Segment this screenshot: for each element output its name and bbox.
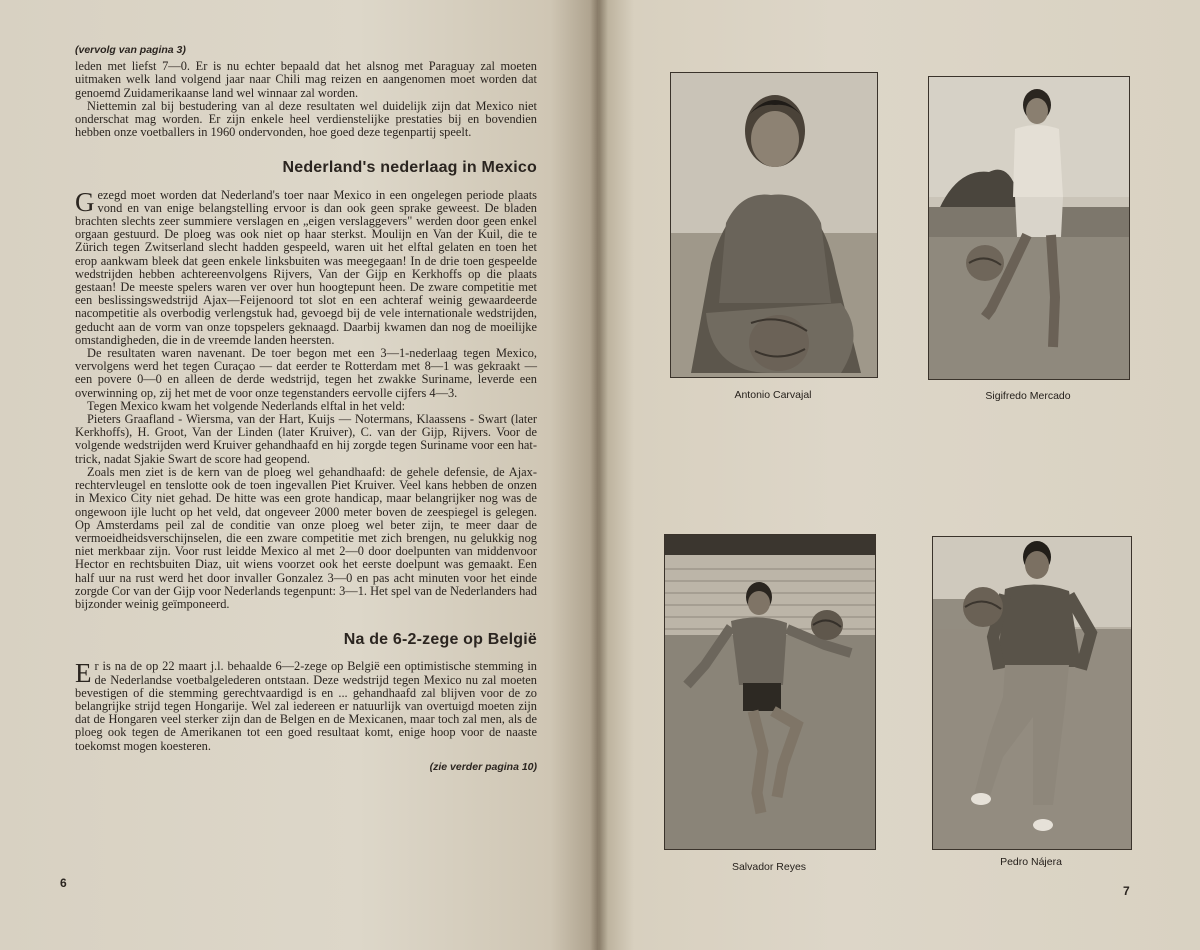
player-tracksuit-image <box>933 537 1131 849</box>
article-column <box>75 44 537 774</box>
caption-salvador-reyes: Salvador Reyes <box>731 861 807 873</box>
page-number-right: 7 <box>1123 884 1130 898</box>
intro-paragraph-1: leden met liefst 7—0. Er is nu echter bepaald dat het alsnog met Paraguay zal moeten uitmaken welk land volgend jaar naar Chili mag reizen en aangenomen moet worden dat genoemd Zuidamerikaanse land wel winnaar zal worden. <box>75 59 537 100</box>
dropcap-g: G <box>75 186 95 217</box>
section-heading-belgie: Na de 6-2-zege op België <box>343 631 537 649</box>
section1-lineup: Pieters Graafland - Wiersma, van der Hart, Kuijs — Notermans, Klaassens - Swart (later Kerkhoffs), H. Groot, Van der Linden (later Kruiver), C. van der Gijp, Rijvers. Voor de volgende wedstrijden werd Kruiver gehandhaafd en hij zorgde tegen Suriname voor een hat-trick, nadat Sjakie Swart de score had geopend. <box>75 412 537 466</box>
section2-paragraph-1-text: r is na de op 22 maart j.l. behaalde 6—2-zege op België een optimistische stemming in de Nederlandse voetbalgelederen ontstaan. Deze wedstrijd tegen Mexico nu zal moeten bevestigen of die stemming gerechtvaardigd is en ... gehandhaafd zal blijven voor de zo belangrijke strijd tegen Hongarije. Wel zal iedereen er natuurlijk van overtuigd moeten zijn dat de Hongaren veel sterker zijn dan de Belgen en de Mexicanen, maar toch zal men, als de ploeg ook tegen de Amerikanen tot een goed resultaat komt, enige hoop voor de naaste toekomst mogen koesteren. <box>75 659 537 753</box>
photo-pedro-najera <box>932 536 1132 850</box>
continued-from-note: (vervolg van pagina 3) <box>75 44 186 56</box>
goalkeeper-image <box>671 73 877 377</box>
section-heading-mexico: Nederland's nederlaag in Mexico <box>282 159 537 177</box>
page-number-left: 6 <box>60 876 67 890</box>
intro-paragraph-2: Niettemin zal bij bestudering van al deze resultaten wel duidelijk zijn dat Mexico niet onderschat mag worden. Er zijn enkele heel verdienstelijke prestaties bij en bovendien hebben onze voetballers in 1960 ondervonden, hoe goed deze tegenpartij speelt. <box>75 98 537 140</box>
photo-salvador-reyes <box>664 534 876 850</box>
caption-pedro-najera: Pedro Nájera <box>1000 856 1062 868</box>
dropcap-e: E <box>75 658 92 689</box>
right-page <box>598 0 1200 950</box>
section1-paragraph-1-text: ezegd moet worden dat Nederland's toer naar Mexico in een ongelegen periode plaats vond en van enige belangstelling ervoor is dan ook geen sprake geweest. De bladen brachten slechts zeer summiere verslagen en „eigen verslaggevers" werden door geen enkel orgaan gestuurd. De ploeg was ook niet op haar sterkst. Moulijn en Van der Kuil, die te Zürich tegen Zwitserland slecht hadden gespeeld, waren uit het elftal gelaten en toen het erop aankwam bleek dat geen enkele linksbuiten was meegegaan! In de drie toen gespeelde wedstrijden hebben achtereenvolgens Rijvers, Van der Gijp en Kerkhoffs op die plaats gestaan! De meeste spelers waren ver over hun hoogtepunt heen. De zware competitie met een beslissingswedstrijd Ajax—Feijenoord tot slot en een achteraf weinig gewaardeerde nacompetitie als overbodig verlengstuk had, gevoegd bij de vele internationale wedstrijden, geducht aan de vorm van onze topspelers geknaagd. Daarbij kwamen dan nog de moeilijke omstandigheden, die in de vreemde landen heersten. <box>75 187 537 347</box>
player-kick-image <box>665 535 875 849</box>
section1-paragraph-1 <box>75 186 537 347</box>
photo-sigifredo-mercado <box>928 76 1130 380</box>
caption-antonio-carvajal: Antonio Carvajal <box>734 389 812 401</box>
photo-antonio-carvajal <box>670 72 878 378</box>
section1-paragraph-2: De resultaten waren navenant. De toer begon met een 3—1-nederlaag tegen Mexico, vervolgens werd het tegen Curaçao — dat eerder te Rotterdam met 8—1 was gekraakt — een povere 0—0 en alleen de derde wedstrijd, tegen het zwakke Suriname, leverde een overwinning op, zij het met de voor onze tegenstanders eervolle cijfers 4—3. <box>75 346 537 400</box>
section2-paragraph-1 <box>75 660 537 752</box>
section1-paragraph-3: Tegen Mexico kwam het volgende Nederlands elftal in het veld: <box>87 398 406 413</box>
player-juggling-image <box>929 77 1129 379</box>
continued-to-note: (zie verder pagina 10) <box>429 760 537 773</box>
section1-paragraph-5: Zoals men ziet is de kern van de ploeg wel gehandhaafd: de gehele defensie, de Ajax-rechtervleugel en tenslotte ook de toen ingevallen Piet Kruiver. Veel kans hebben de onzen in Mexico City niet gehad. De hitte was een grote handicap, maar belangrijker nog was de ongewoon ijle lucht op het veld, dat ongeveer 2000 meter boven de zeespiegel is gelegen. Op Amsterdams peil zal de conditie van onze ploeg wel beter zijn, te meer daar de vermoeidheidsverschijnselen, die een zware competitie met zich brengen, nu gelukkig nog niet merkbaar zijn. Voor rust leidde Mexico al met 2—0 door doelpunten van middenvoor Hector en rechtsbuiten Diaz, uit wiens voorzet ook het eerste doelpunt was gemaakt. Een half uur na rust werd het door invaller Gonzalez 3—0 en pas acht minuten voor het einde zorgde Cor van der Gijp voor Nederlands tegenpunt: 3—1. Het spel van de Nederlanders had bijzonder weinig geïmponeerd. <box>75 464 537 611</box>
caption-sigifredo-mercado: Sigifredo Mercado <box>985 390 1071 402</box>
book-gutter <box>590 0 608 950</box>
left-page <box>0 0 598 950</box>
